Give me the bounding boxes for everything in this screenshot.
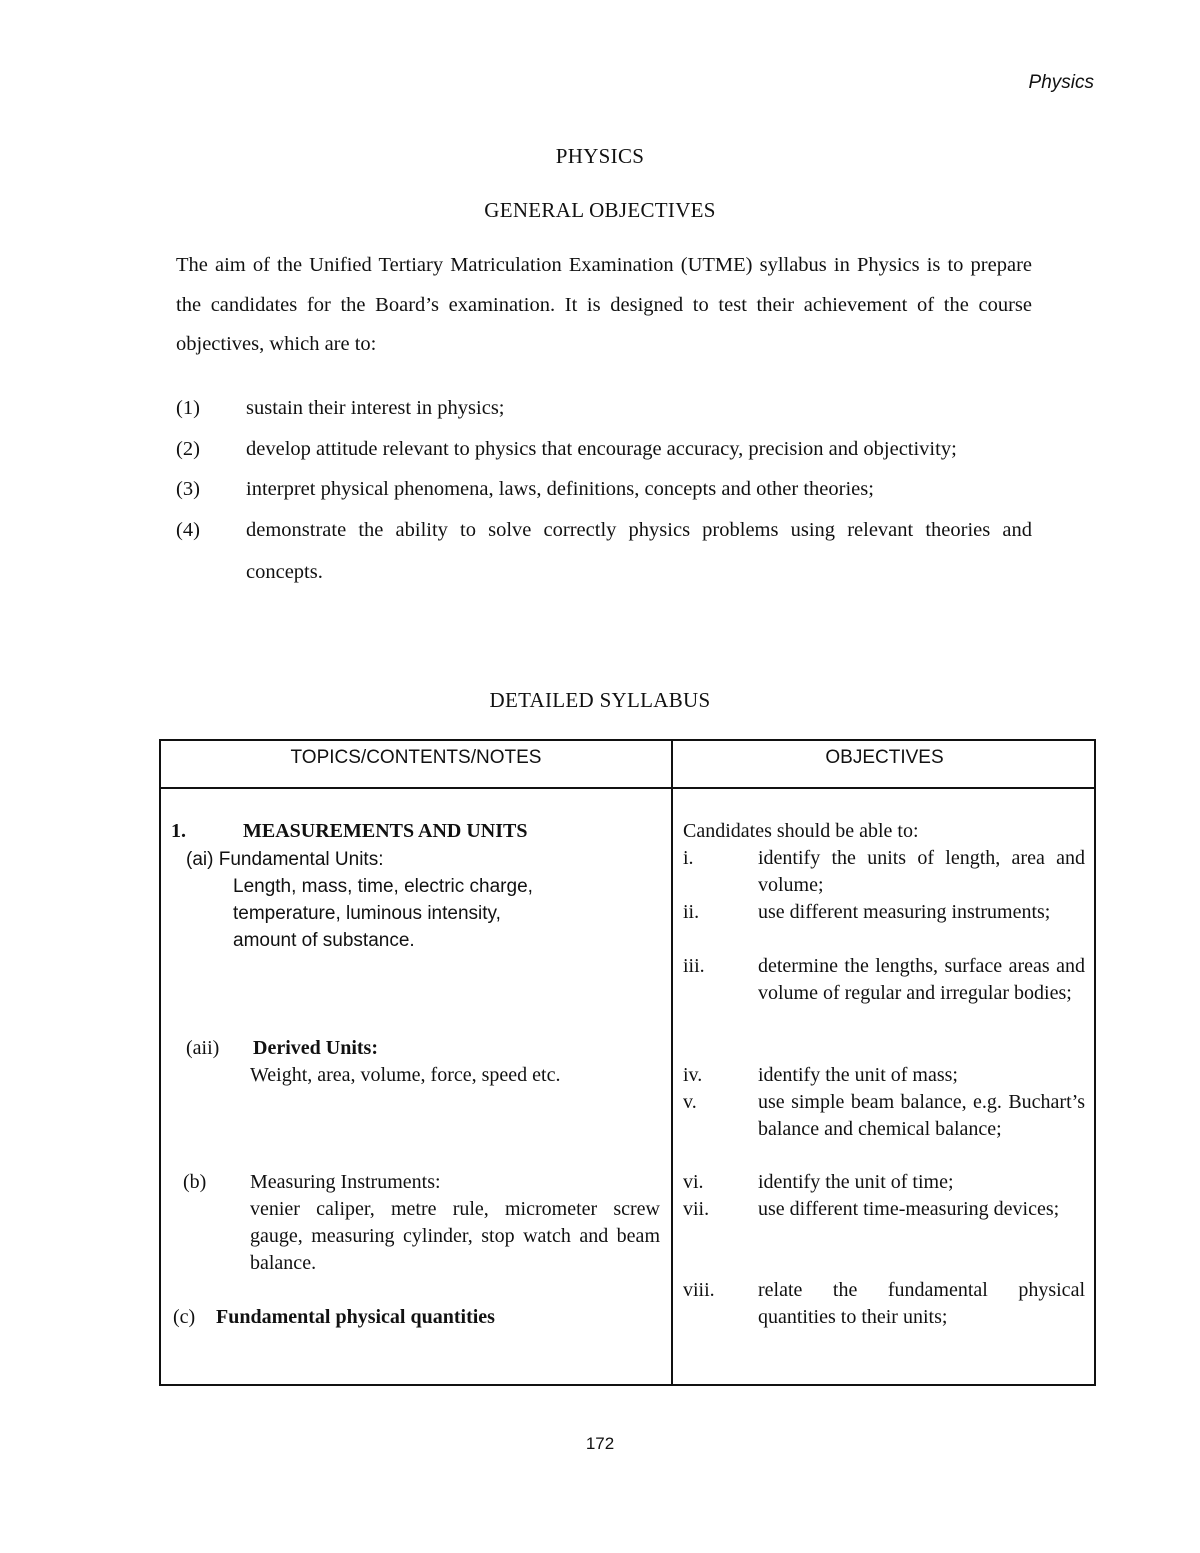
fundamental-units-label: (ai) Fundamental Units:	[186, 849, 384, 870]
list-item-number: (4)	[176, 519, 200, 541]
objective-number: i.	[683, 847, 694, 869]
list-item	[176, 388, 1032, 428]
objective-number: iv.	[683, 1064, 703, 1086]
objective-number: vi.	[683, 1171, 704, 1193]
list-item-text: develop attitude relevant to physics that encourage accuracy, precision and objectivity;	[246, 438, 957, 460]
objective-number: v.	[683, 1091, 697, 1113]
fundamental-units-line: amount of substance.	[233, 930, 415, 951]
objectives-intro: Candidates should be able to:	[683, 820, 919, 842]
column-header-topics: TOPICS/CONTENTS/NOTES	[290, 747, 542, 768]
header-divider	[161, 787, 1094, 789]
list-item-number: (1)	[176, 397, 200, 419]
page-number: 172	[585, 1434, 615, 1453]
objective-item	[683, 953, 1085, 1007]
measuring-instruments-text: venier caliper, metre rule, micrometer screw gauge, measuring cylinder, stop watch and beam balance.	[250, 1198, 660, 1274]
list-item-text: demonstrate the ability to solve correctly physics problems using relevant theories and concepts.	[246, 519, 1032, 583]
objective-number: viii.	[683, 1279, 715, 1301]
fundamental-units-line: Length, mass, time, electric charge,	[233, 876, 533, 897]
objective-item	[683, 1089, 1085, 1143]
objective-number: iii.	[683, 955, 705, 977]
column-header-objectives: OBJECTIVES	[825, 747, 944, 768]
objective-text: identify the unit of mass;	[758, 1064, 958, 1086]
general-objectives-heading: GENERAL OBJECTIVES	[484, 198, 716, 222]
list-item	[176, 509, 1032, 593]
list-item	[176, 469, 1032, 509]
fundamental-units-line: temperature, luminous intensity,	[233, 903, 501, 924]
objective-item	[683, 1169, 1085, 1196]
running-header: Physics	[1028, 72, 1094, 93]
measuring-instruments-title: Measuring Instruments:	[250, 1171, 441, 1193]
objective-text: relate the fundamental physical quantities to their units;	[758, 1279, 1085, 1328]
objective-text: use different measuring instruments;	[758, 901, 1051, 923]
objective-item	[683, 1277, 1085, 1331]
list-item-text: sustain their interest in physics;	[246, 397, 505, 419]
objective-item	[683, 1062, 1085, 1089]
objective-item	[683, 845, 1085, 899]
derived-units-title: Derived Units:	[253, 1037, 378, 1059]
syllabus-table	[159, 739, 1096, 1386]
objective-number: ii.	[683, 901, 700, 923]
objective-item	[683, 899, 1085, 926]
general-objectives-list	[176, 388, 1032, 593]
topic-number: 1.	[171, 820, 186, 842]
objective-text: use different time-measuring devices;	[758, 1198, 1060, 1220]
list-item-number: (2)	[176, 438, 200, 460]
objective-text: determine the lengths, surface areas and volume of regular and irregular bodies;	[758, 955, 1085, 1004]
derived-units-label: (aii)	[186, 1037, 220, 1059]
objective-text: identify the units of length, area and volume;	[758, 847, 1085, 896]
list-item	[176, 429, 1032, 469]
measuring-instruments-label: (b)	[183, 1171, 207, 1193]
list-item-number: (3)	[176, 478, 200, 500]
page-title: PHYSICS	[555, 144, 645, 168]
column-divider	[671, 741, 673, 1384]
topic-title: MEASUREMENTS AND UNITS	[243, 820, 528, 842]
detailed-syllabus-heading: DETAILED SYLLABUS	[489, 688, 711, 712]
intro-paragraph: The aim of the Unified Tertiary Matriculation Examination (UTME) syllabus in Physics is to prepare the candidates for the Board’s examination. It is designed to test their achievement of the course objectives, which are to:	[176, 254, 1032, 355]
objective-item	[683, 1196, 1085, 1223]
objective-text: identify the unit of time;	[758, 1171, 954, 1193]
fundamental-quantities-title: Fundamental physical quantities	[216, 1306, 495, 1328]
objective-text: use simple beam balance, e.g. Buchart’s balance and chemical balance;	[758, 1091, 1085, 1140]
objective-number: vii.	[683, 1198, 710, 1220]
derived-units-text: Weight, area, volume, force, speed etc.	[250, 1064, 561, 1086]
fundamental-quantities-label: (c)	[173, 1306, 196, 1328]
list-item-text: interpret physical phenomena, laws, definitions, concepts and other theories;	[246, 478, 874, 500]
